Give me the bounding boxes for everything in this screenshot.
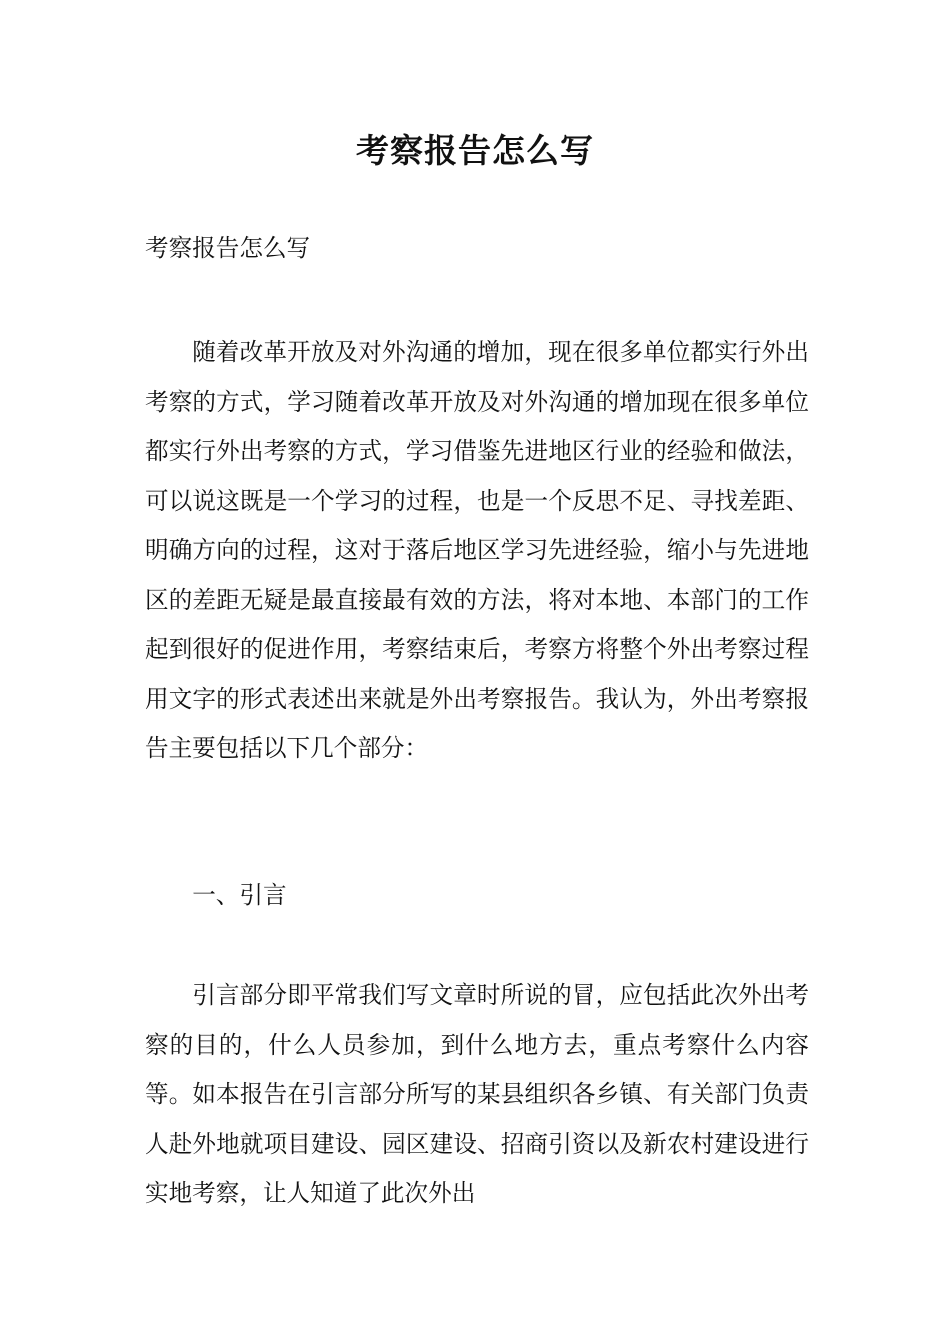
document-title: 考察报告怎么写 [356,131,594,170]
document-subtitle: 考察报告怎么写 [145,234,311,262]
section-heading-introduction: 一、引言 [192,881,287,909]
paragraph-introduction-body: 引言部分即平常我们写文章时所说的冒，应包括此次外出考察的目的，什么人员参加，到什么地方去，重点考察什么内容等。如本报告在引言部分所写的某县组织各乡镇、有关部门负责人赴外地就项目建设、园区建设、招商引资以及新农村建设进行实地考察，让人知道了此次外出 [145,981,809,1207]
paragraph-intro: 随着改革开放及对外沟通的增加，现在很多单位都实行外出考察的方式，学习随着改革开放及对外沟通的增加现在很多单位都实行外出考察的方式，学习借鉴先进地区行业的经验和做法，可以说这既是一个学习的过程，也是一个反思不足、寻找差距、明确方向的过程，这对于落后地区学习先进经验，缩小与先进地区的差距无疑是最直接最有效的方法，将对本地、本部门的工作起到很好的促进作用，考察结束后，考察方将整个外出考察过程用文字的形式表述出来就是外出考察报告。我认为，外出考察报告主要包括以下几个部分： [145,338,809,762]
